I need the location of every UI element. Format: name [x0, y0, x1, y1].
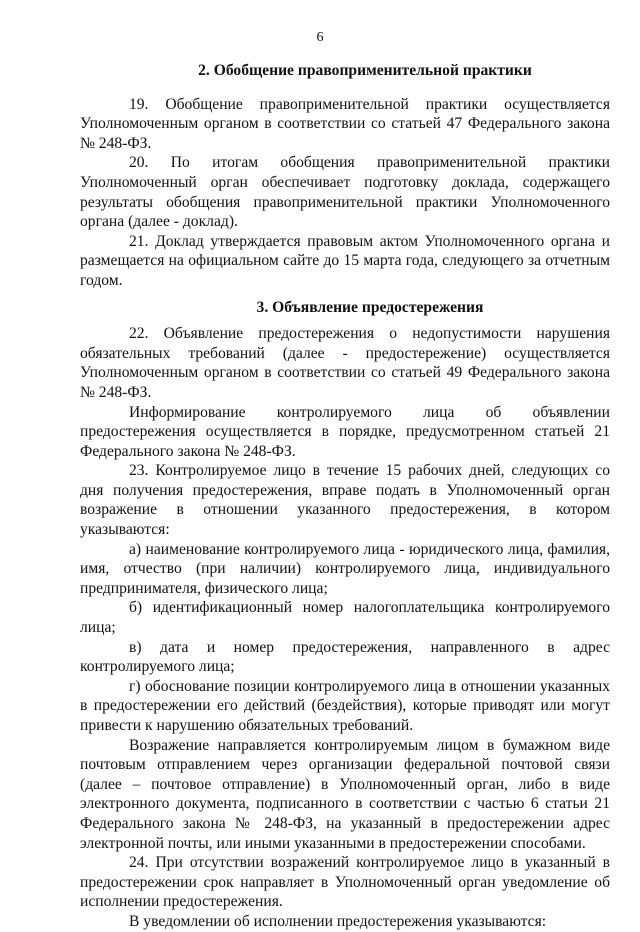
item-g: г) обоснование позиции контролируемого лица в отношении указанных в предостережении его действий (бездействия), которые приводят или могут привести к нарушению обязательных требований. [80, 677, 610, 734]
section-heading-warning: 3. Объявление предостережения [256, 298, 484, 316]
paragraph-19: 19. Обобщение правоприменительной практики осуществляется Уполномоченным органом в соответствии со статьей 47 Федерального закона № 248-ФЗ. [80, 95, 610, 152]
paragraph-22: 22. Объявление предостережения о недопустимости нарушения обязательных требований (далее - предостережение) осуществляется Уполномоченным органом в соответствии со статьей 49 Федерального закона № 248-ФЗ. [80, 325, 610, 401]
section-heading-generalization: 2. Обобщение правоприменительной практики [198, 62, 532, 79]
paragraph-objection-delivery: Возражение направляется контролируемым лицом в бумажном виде почтовым отправлением через организации федеральной почтовой связи (далее – почтовое отправление) в Уполномоченный орган, либо в виде электронного документа, подписанного в соответствии с частью 6 статьи 21 Федерального закона № 248-ФЗ, на указанный в предостережении адрес электронной почты, или иными указанными в предостережении способами. [80, 736, 610, 852]
paragraph-notification: В уведомлении об исполнении предостережения указываются: [129, 912, 547, 930]
paragraph-informing: Информирование контролируемого лица об объявлении предостережения осуществляется в порядке, предусмотренном статьей 21 Федерального закона № 248-ФЗ. [80, 403, 610, 460]
paragraph-21: 21. Доклад утверждается правовым актом Уполномоченного органа и размещается на официальном сайте до 15 марта года, следующего за отчетным годом. [80, 232, 610, 289]
paragraph-20: 20. По итогам обобщения правоприменительной практики Уполномоченный орган обеспечивает подготовку доклада, содержащего результаты обобщения правоприменительной практики Уполномоченного органа (далее - доклад). [80, 154, 610, 231]
paragraph-24: 24. При отсутствии возражений контролируемое лицо в указанный в предостережении срок направляет в Уполномоченный орган уведомление об исполнении предостережения. [80, 854, 610, 911]
document-body [80, 61, 610, 932]
item-a: а) наименование контролируемого лица - юридического лица, фамилия, имя, отчество (при наличии) контролируемого лица, индивидуального предпринимателя, физического лица; [80, 540, 610, 597]
item-v: в) дата и номер предостережения, направленного в адрес контролируемого лица; [80, 638, 610, 676]
paragraph-23: 23. Контролируемое лицо в течение 15 рабочих дней, следующих со дня получения предостережения, вправе подать в Уполномоченный орган возражение в отношении указанного предостережения, в котором указываются: [80, 462, 610, 539]
item-b: б) идентификационный номер налогоплательщика контролируемого лица; [80, 599, 610, 637]
page-number: 6 [316, 30, 324, 45]
